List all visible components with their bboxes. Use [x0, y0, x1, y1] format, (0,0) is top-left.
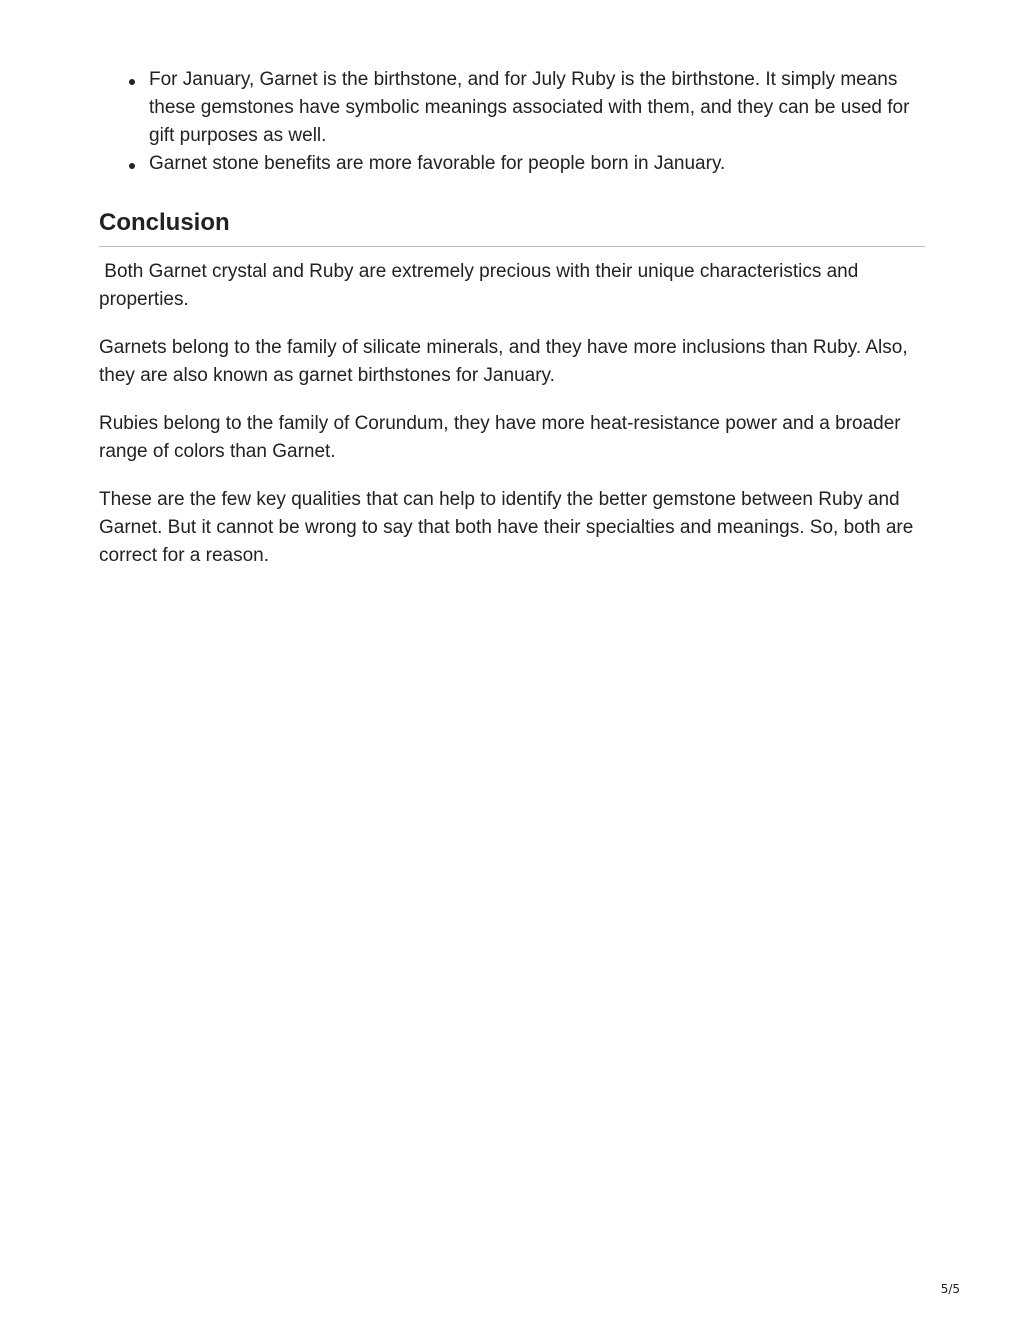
section-heading-conclusion: Conclusion — [99, 208, 925, 247]
list-item: For January, Garnet is the birthstone, and for July Ruby is the birthstone. It simply means these gemstones have symbolic meanings associated with them, and they can be used for gift purposes as well. — [149, 66, 925, 150]
paragraph: These are the few key qualities that can help to identify the better gemstone between Ruby and Garnet. But it cannot be wrong to say that both have their specialties and meanings. So, both are correct for a reason. — [99, 489, 914, 566]
bullet-list — [99, 66, 925, 178]
paragraph: Rubies belong to the family of Corundum, they have more heat-resistance power and a broader range of colors than Garnet. — [99, 413, 901, 462]
paragraph: Both Garnet crystal and Ruby are extremely precious with their unique characteristics and properties. — [99, 261, 859, 310]
page-number: 5/5 — [940, 1282, 960, 1296]
paragraph: Garnets belong to the family of silicate minerals, and they have more inclusions than Ruby. Also, they are also known as garnet birthstones for January. — [99, 337, 908, 386]
list-item: Garnet stone benefits are more favorable for people born in January. — [149, 150, 925, 178]
article-content — [99, 66, 925, 570]
